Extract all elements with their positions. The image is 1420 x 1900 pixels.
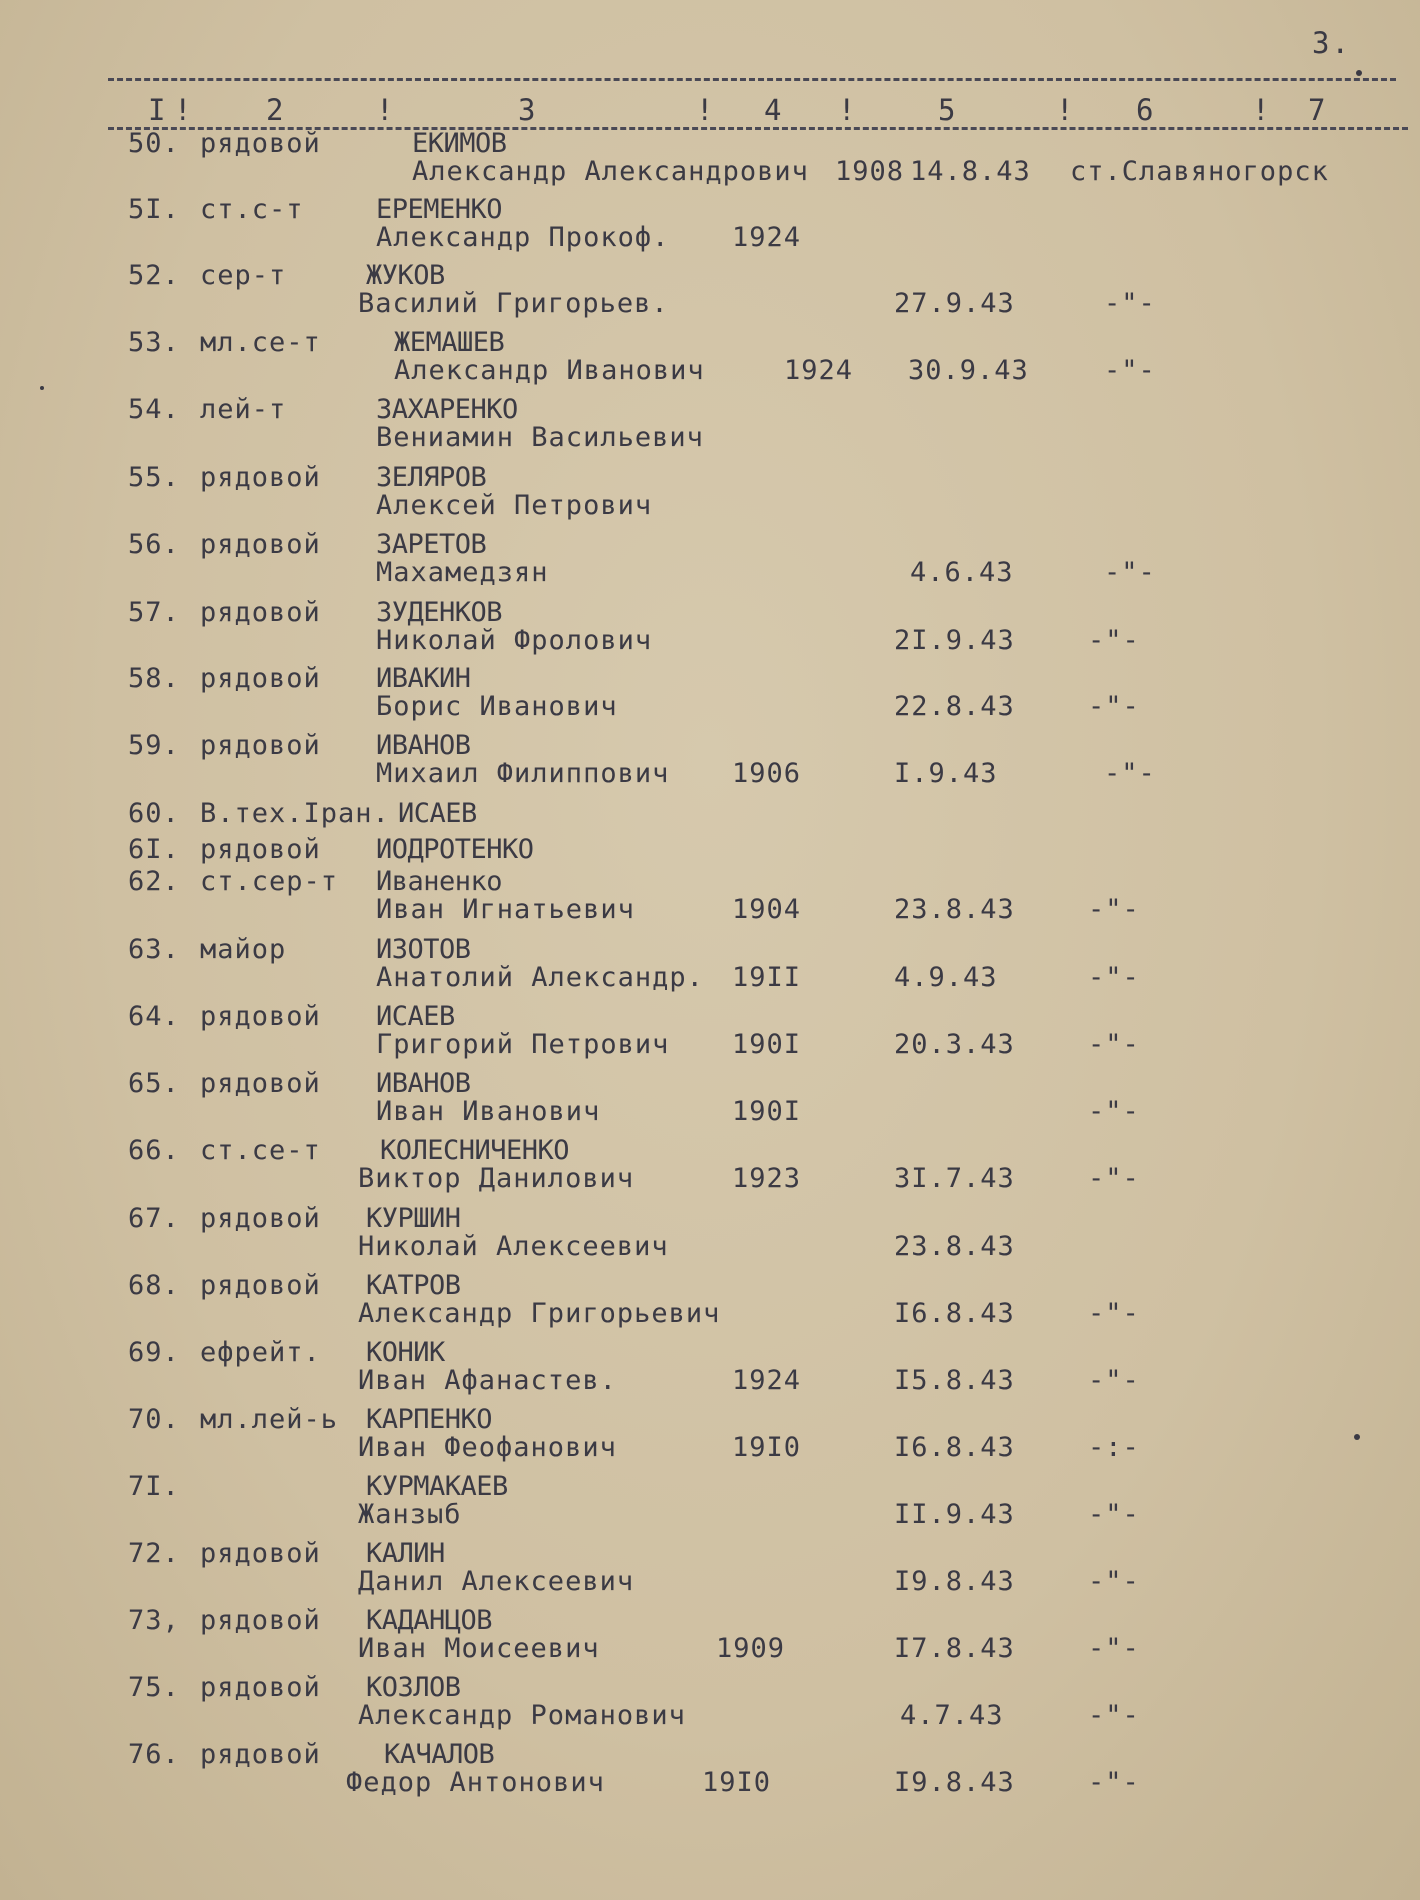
entry-date: 4.6.43 [910, 557, 1014, 588]
entry-year: 1909 [716, 1633, 786, 1664]
entry-rank: лей-т [200, 394, 287, 425]
list-item [0, 1270, 1420, 1336]
entry-number: 76. [128, 1739, 180, 1770]
entry-ditto-mark: -"- [1088, 1700, 1140, 1731]
entry-date: 23.8.43 [894, 1231, 1015, 1262]
entry-number: 70. [128, 1404, 180, 1435]
entry-number: 72. [128, 1538, 180, 1569]
column-header-5: 5 [938, 93, 956, 127]
entry-given-name: Иван Афанастев. [358, 1365, 617, 1396]
entry-rank: рядовой [200, 834, 321, 865]
list-item [0, 866, 1420, 932]
entry-year: 19II [732, 962, 802, 993]
entry-date: I7.8.43 [894, 1633, 1015, 1664]
list-item [0, 1337, 1420, 1403]
entry-surname: ЖУКОВ [366, 260, 445, 291]
entry-date: I6.8.43 [894, 1298, 1015, 1329]
ink-speck [40, 386, 44, 390]
entry-ditto-mark: -"- [1088, 962, 1140, 993]
entry-ditto-mark: -"- [1104, 557, 1156, 588]
entry-rank: рядовой [200, 529, 321, 560]
entry-rank: рядовой [200, 1203, 321, 1234]
list-item [0, 529, 1420, 595]
entry-rank: майор [200, 934, 287, 965]
entry-year: 19I0 [732, 1432, 802, 1463]
entry-surname: ЗЕЛЯРОВ [376, 462, 487, 493]
column-header-1: I [148, 93, 166, 127]
entry-surname: КАРПЕНКО [366, 1404, 493, 1435]
entry-rank: рядовой [200, 128, 321, 159]
entry-surname: ЖЕМАШЕВ [394, 327, 505, 358]
entry-date: 23.8.43 [894, 894, 1015, 925]
entry-number: 5I. [128, 194, 180, 225]
entry-given-name: Григорий Петрович [376, 1029, 670, 1060]
entry-surname: ИОДРОТЕНКО [376, 834, 534, 865]
entry-rank: рядовой [200, 1739, 321, 1770]
entry-given-name: Александр Иванович [394, 355, 705, 386]
ink-speck [1354, 1434, 1360, 1440]
list-item [0, 394, 1420, 460]
entry-year: 1924 [784, 355, 854, 386]
entry-number: 6I. [128, 834, 180, 865]
entry-number: 68. [128, 1270, 180, 1301]
entry-year: 1908 [835, 156, 905, 187]
list-item [0, 1203, 1420, 1269]
entry-number: 56. [128, 529, 180, 560]
list-item [0, 1538, 1420, 1604]
entry-rank: ст.с-т [200, 194, 304, 225]
entry-number: 7I. [128, 1471, 180, 1502]
entry-surname: КОЗЛОВ [366, 1672, 461, 1703]
entry-given-name: Борис Иванович [376, 691, 618, 722]
list-item [0, 834, 1420, 866]
entry-rank: мл.лей-ь [200, 1404, 339, 1435]
entry-number: 54. [128, 394, 180, 425]
entry-given-name: Александр Александрович [412, 156, 809, 187]
entry-rank: ст.сер-т [200, 866, 339, 897]
entry-given-name: Жанзыб [358, 1499, 462, 1530]
entry-surname: ЕРЕМЕНКО [376, 194, 503, 225]
list-item [0, 1739, 1420, 1805]
list-item [0, 194, 1420, 260]
page-number: 3. [1312, 26, 1351, 60]
entry-given-name: Александр Романович [358, 1700, 686, 1731]
entry-date: I5.8.43 [894, 1365, 1015, 1396]
entry-place: ст.Славяногорск [1070, 156, 1329, 187]
list-item [0, 260, 1420, 326]
entry-number: 58. [128, 663, 180, 694]
entry-date: II.9.43 [894, 1499, 1015, 1530]
entry-rank: рядовой [200, 663, 321, 694]
entry-surname: КАЧАЛОВ [384, 1739, 495, 1770]
entry-rank: рядовой [200, 1068, 321, 1099]
entry-number: 60. [128, 798, 180, 829]
entry-number: 53. [128, 327, 180, 358]
entry-ditto-mark: -"- [1088, 1633, 1140, 1664]
entry-ditto-mark: -"- [1088, 1566, 1140, 1597]
entry-date: I6.8.43 [894, 1432, 1015, 1463]
entry-given-name: Алексей Петрович [376, 490, 653, 521]
entry-date: 30.9.43 [908, 355, 1029, 386]
column-header-2: 2 [266, 93, 284, 127]
entry-surname: ЗАХАРЕНКО [376, 394, 518, 425]
list-item [0, 1135, 1420, 1201]
entry-number: 65. [128, 1068, 180, 1099]
entry-rank: ефрейт. [200, 1337, 321, 1368]
column-header-6: 6 [1136, 93, 1154, 127]
entry-date: 14.8.43 [910, 156, 1031, 187]
entry-ditto-mark: -"- [1088, 1029, 1140, 1060]
entry-surname: ИВАКИН [376, 663, 471, 694]
entry-surname: КУРШИН [366, 1203, 461, 1234]
entry-rank: ст.се-т [200, 1135, 321, 1166]
entry-number: 55. [128, 462, 180, 493]
entry-number: 50. [128, 128, 180, 159]
entry-rank: рядовой [200, 730, 321, 761]
entry-rank: рядовой [200, 1605, 321, 1636]
entry-rank: рядовой [200, 1538, 321, 1569]
entry-given-name: Анатолий Александр. [376, 962, 704, 993]
entry-surname: КАТРОВ [366, 1270, 461, 1301]
list-item [0, 934, 1420, 1000]
list-item [0, 1672, 1420, 1738]
entry-ditto-mark: -"- [1088, 894, 1140, 925]
list-item [0, 663, 1420, 729]
entry-ditto-mark: -"- [1088, 1365, 1140, 1396]
entry-given-name: Виктор Данилович [358, 1163, 635, 1194]
entry-ditto-mark: -"- [1088, 1096, 1140, 1127]
list-item [0, 798, 1420, 834]
entry-given-name: Иван Моисеевич [358, 1633, 600, 1664]
entry-given-name: Михаил Филиппович [376, 758, 670, 789]
entry-given-name: Александр Григорьевич [358, 1298, 721, 1329]
entry-ditto-mark: -"- [1088, 1163, 1140, 1194]
entry-date: 22.8.43 [894, 691, 1015, 722]
entry-given-name: Иван Феофанович [358, 1432, 617, 1463]
entry-number: 63. [128, 934, 180, 965]
list-item [0, 730, 1420, 796]
entry-surname: ЗАРЕТОВ [376, 529, 487, 560]
entry-year: 1924 [732, 222, 802, 253]
entry-date: I.9.43 [894, 758, 998, 789]
list-item [0, 1404, 1420, 1470]
entry-year: 190I [732, 1029, 802, 1060]
entry-year: 19I0 [702, 1767, 772, 1798]
entry-ditto-mark: -"- [1088, 1499, 1140, 1530]
entry-given-name: Василий Григорьев. [358, 288, 669, 319]
entry-surname: КУРМАКАЕВ [366, 1471, 508, 1502]
entry-surname: Иваненко [376, 866, 503, 897]
entry-number: 73, [128, 1605, 180, 1636]
entry-ditto-mark: -"- [1088, 625, 1140, 656]
entry-rank: рядовой [200, 1672, 321, 1703]
ink-speck [1356, 70, 1362, 76]
entry-date: I9.8.43 [894, 1767, 1015, 1798]
entry-date: 2I.9.43 [894, 625, 1015, 656]
entry-surname: ИЗОТОВ [376, 934, 471, 965]
list-item [0, 1068, 1420, 1134]
entry-given-name: Федор Антонович [346, 1767, 605, 1798]
list-item [0, 462, 1420, 528]
entry-rank: сер-т [200, 260, 287, 291]
entry-number: 62. [128, 866, 180, 897]
entry-date: 4.7.43 [900, 1700, 1004, 1731]
entry-rank: В.тех.Iран. [200, 798, 390, 829]
list-item [0, 1001, 1420, 1067]
entry-date: 20.3.43 [894, 1029, 1015, 1060]
header-top-rule [108, 78, 1396, 81]
entry-ditto-mark: -"- [1088, 1767, 1140, 1798]
entry-number: 75. [128, 1672, 180, 1703]
entry-surname: ЕКИМОВ [412, 128, 507, 159]
list-item [0, 597, 1420, 663]
entry-given-name: Николай Алексеевич [358, 1231, 669, 1262]
entry-ditto-mark: -:- [1088, 1432, 1140, 1463]
entry-ditto-mark: -"- [1104, 355, 1156, 386]
entry-date: 4.9.43 [894, 962, 998, 993]
entry-year: 190I [732, 1096, 802, 1127]
entry-number: 59. [128, 730, 180, 761]
entry-given-name: Данил Алексеевич [358, 1566, 635, 1597]
entry-surname: ИВАНОВ [376, 730, 471, 761]
entry-year: 1923 [732, 1163, 802, 1194]
entry-surname: ЗУДЕНКОВ [376, 597, 503, 628]
entry-rank: рядовой [200, 597, 321, 628]
entry-number: 69. [128, 1337, 180, 1368]
entry-surname: ИСАЕВ [398, 798, 477, 829]
entry-number: 52. [128, 260, 180, 291]
list-item [0, 1605, 1420, 1671]
entry-given-name: Иван Игнатьевич [376, 894, 635, 925]
entry-rank: рядовой [200, 1270, 321, 1301]
entry-ditto-mark: -"- [1104, 288, 1156, 319]
entry-ditto-mark: -"- [1088, 1298, 1140, 1329]
entry-number: 64. [128, 1001, 180, 1032]
entry-number: 57. [128, 597, 180, 628]
entry-number: 66. [128, 1135, 180, 1166]
list-item [0, 128, 1420, 194]
list-item [0, 1471, 1420, 1537]
entry-ditto-mark: -"- [1104, 758, 1156, 789]
column-header-7: 7 [1308, 93, 1326, 127]
entry-year: 1906 [732, 758, 802, 789]
entry-given-name: Иван Иванович [376, 1096, 601, 1127]
column-header-3: 3 [518, 93, 536, 127]
entry-date: 27.9.43 [894, 288, 1015, 319]
list-item [0, 327, 1420, 393]
entry-rank: мл.се-т [200, 327, 321, 358]
entry-given-name: Махамедзян [376, 557, 549, 588]
entry-year: 1924 [732, 1365, 802, 1396]
entry-surname: КОНИК [366, 1337, 445, 1368]
entry-surname: ИСАЕВ [376, 1001, 455, 1032]
entry-year: 1904 [732, 894, 802, 925]
entry-ditto-mark: -"- [1088, 691, 1140, 722]
entry-date: I9.8.43 [894, 1566, 1015, 1597]
entry-rank: рядовой [200, 462, 321, 493]
entry-given-name: Николай Фролович [376, 625, 653, 656]
entry-given-name: Вениамин Васильевич [376, 422, 704, 453]
entry-surname: КОЛЕСНИЧЕНКО [380, 1135, 570, 1166]
column-header: I ! 2 ! 3 ! 4 ! 5 ! 6 ! 7 [108, 93, 1408, 130]
entry-surname: КАЛИН [366, 1538, 445, 1569]
entry-date: 3I.7.43 [894, 1163, 1015, 1194]
entry-rank: рядовой [200, 1001, 321, 1032]
entry-surname: КАДАНЦОВ [366, 1605, 493, 1636]
column-header-4: 4 [764, 93, 782, 127]
entry-number: 67. [128, 1203, 180, 1234]
entry-given-name: Александр Прокоф. [376, 222, 670, 253]
entry-surname: ИВАНОВ [376, 1068, 471, 1099]
